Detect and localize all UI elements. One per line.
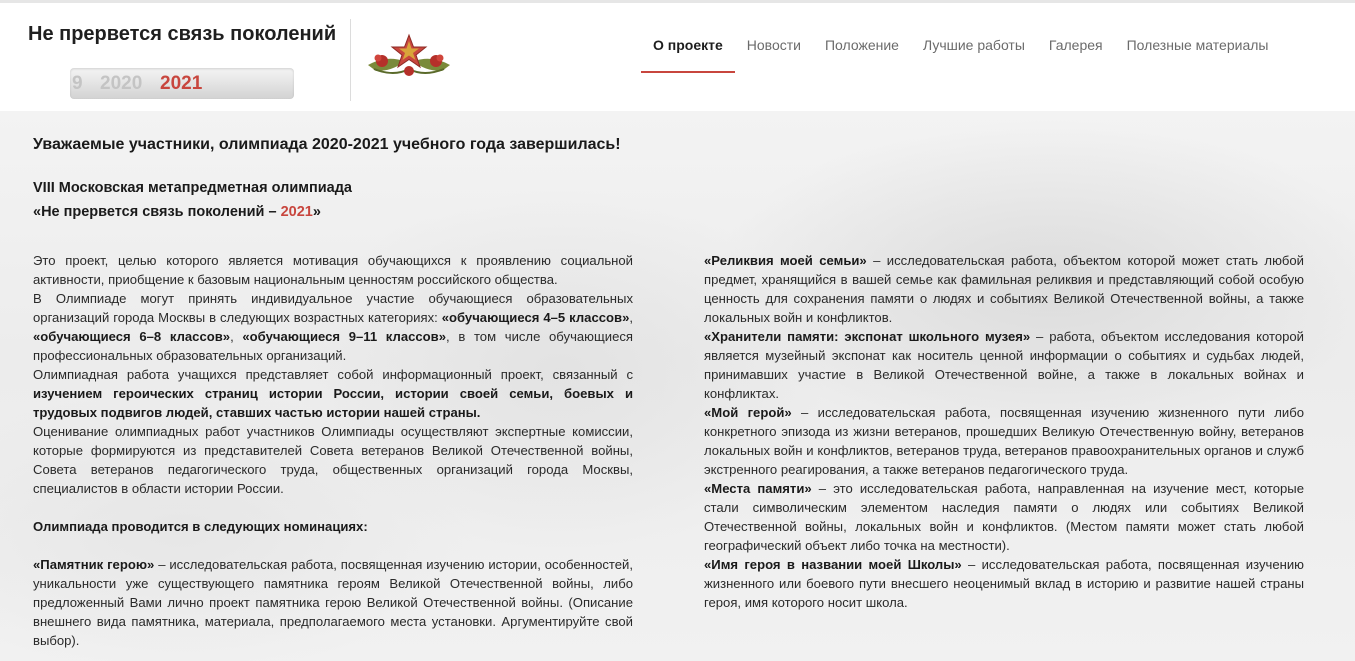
category-4-5: «обучающиеся 4–5 классов» xyxy=(441,310,630,325)
nomination-monument xyxy=(33,555,633,650)
nomination-hero-name-title: «Имя героя в названии моей Школы» xyxy=(704,557,962,572)
evaluation-paragraph: Оценивание олимпиадных работ участников Олимпиады осуществляют экспертные комиссии, которые формируются из представителей Совета ветеранов Великой Отечественной войны, Совета ветеранов педагогического труда, общественных организаций города Москвы, специалистов в области истории России. xyxy=(33,424,633,496)
category-separator: , xyxy=(230,329,243,344)
right-column xyxy=(704,251,1304,612)
nominations-heading: Олимпиада проводится в следующих номинациях: xyxy=(33,519,368,534)
spacer xyxy=(33,536,633,555)
intro-paragraph: Это проект, целью которого является мотивация обучающихся к проявлению социальной активности, приобщение к базовым национальным ценностям российского общества. xyxy=(33,253,633,287)
nav-item-useful-materials[interactable]: Полезные материалы xyxy=(1126,37,1269,53)
nomination-relic xyxy=(704,251,1304,327)
project-text: Олимпиадная работа учащихся представляет собой информационный проект, связанный с xyxy=(33,367,633,382)
nomination-museum-title: «Хранители памяти: экспонат школьного музея» xyxy=(704,329,1031,344)
header-divider xyxy=(350,19,351,101)
site-title[interactable]: Не прервется связь поколений xyxy=(28,23,337,45)
year-current[interactable]: 2021 xyxy=(160,73,203,94)
left-column xyxy=(33,251,633,650)
nomination-memory-places xyxy=(704,479,1304,555)
nomination-hero-name-text: – исследовательская работа, посвященная изучению жизненного или боевого пути внесшего неоценимый вклад в историю и развитие нашей страны героя, имя которого носит школа. xyxy=(704,557,1304,610)
olympiad-title-prefix: «Не прервется связь поколений – xyxy=(33,204,281,220)
category-separator: , xyxy=(629,310,633,325)
year-prev[interactable]: 9 xyxy=(72,73,83,94)
olympiad-title xyxy=(33,176,352,224)
participants-paragraph xyxy=(33,289,633,365)
nomination-museum xyxy=(704,327,1304,403)
year-switcher[interactable] xyxy=(70,68,294,99)
nomination-monument-text: – исследовательская работа, посвященная изучению истории, особенностей, уникальности уже существующего памятника героям Великой Отечественной войны, либо предложенный Вами лично проект памятника герою Великой Отечественной войны. (Описание внешнего вида памятника, материала, предполагаемого места установки. Аргументируйте свой выбор). xyxy=(33,557,634,648)
nomination-memory-places-text: – это исследовательская работа, направленная на изучение мест, которые стали символическим элементом наследия памяти о людях или событиях Великой Отечественной войны, локальных войн и конфликтов. (Местом памяти может стать любой географический объект либо точка на местности). xyxy=(704,481,1304,553)
year-2020[interactable]: 2020 xyxy=(100,73,143,94)
nomination-monument-title: «Памятник герою» xyxy=(33,557,155,572)
nomination-my-hero xyxy=(704,403,1304,479)
olympiad-title-suffix: » xyxy=(312,204,321,220)
category-6-8: «обучающиеся 6–8 классов» xyxy=(33,329,231,344)
nav-item-regulations[interactable]: Положение xyxy=(824,37,899,53)
site-header xyxy=(0,3,1355,111)
nomination-museum-text: – работа, объектом исследования которой является музейный экспонат как носитель ценной информации о событиях и судьбах людей, принимавших участие в Великой Отечественной войне, а также в локальных войнах и конфликтах. xyxy=(704,329,1304,401)
nav-item-about[interactable]: О проекте xyxy=(641,3,735,73)
spacer xyxy=(33,498,633,517)
project-paragraph xyxy=(33,365,633,422)
nav-item-gallery[interactable]: Галерея xyxy=(1048,37,1103,53)
nomination-relic-title: «Реликвия моей семьи» xyxy=(704,253,867,268)
olympiad-title-year: 2021 xyxy=(280,204,313,220)
main-content xyxy=(0,111,1355,661)
page-headline: Уважаемые участники, олимпиада 2020-2021 учебного года завершилась! xyxy=(33,136,621,153)
project-topic: изучением героических страниц истории России, истории своей семьи, боевых и трудовых подвигов людей, ставших частью истории нашей страны. xyxy=(33,386,633,420)
main-nav xyxy=(641,3,1280,111)
nomination-relic-text: – исследовательская работа, объектом которой может стать любой предмет, хранящийся в вашей семье как фамильная реликвия и представляющий собой особую ценность для сохранения памяти о людях и событиях Великой Отечественной войны, а также локальных войн и конфликтов. xyxy=(704,253,1304,325)
nomination-my-hero-title: «Мой герой» xyxy=(704,405,792,420)
nominations-title xyxy=(33,517,633,536)
nav-item-best-works[interactable]: Лучшие работы xyxy=(922,37,1025,53)
olympiad-title-line1: VIII Московская метапредметная олимпиада xyxy=(33,180,352,196)
nomination-my-hero-text: – исследовательская работа, посвященная изучению жизненного пути либо конкретного эпизода из жизни ветеранов, прошедших Великую Отечественную войну, ветеранов локальных войн и конфликтов, ветеранов труда, ветеранов правоохранительных органов и служб экстренного реагирования, а также ветеранов педагогического труда. xyxy=(704,405,1304,477)
participants-tail: , в том числе обучающиеся профессиональных образовательных организаций. xyxy=(33,329,633,363)
nav-item-news[interactable]: Новости xyxy=(746,37,801,53)
nomination-hero-name xyxy=(704,555,1304,612)
olympiad-title-line2 xyxy=(33,200,352,224)
nomination-memory-places-title: «Места памяти» xyxy=(704,481,812,496)
participants-text: В Олимпиаде могут принять индивидуальное участие обучающиеся образовательных организаций города Москвы в следующих возрастных категориях: xyxy=(33,291,633,325)
soviet-star-carnation-icon xyxy=(364,31,454,81)
category-9-11: «обучающиеся 9–11 классов» xyxy=(242,329,447,344)
